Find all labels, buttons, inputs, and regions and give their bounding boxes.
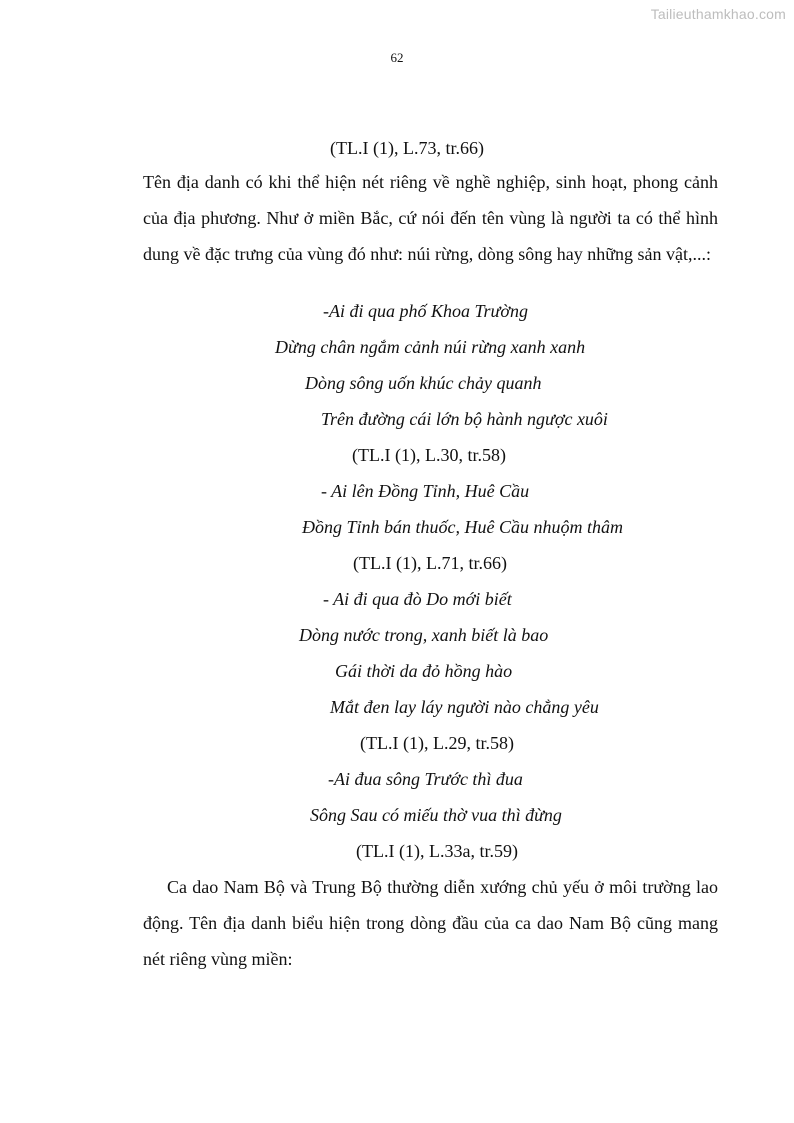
poem-line: - Ai đi qua đò Do mới biết — [323, 589, 512, 609]
page-number: 62 — [390, 50, 404, 65]
poem-line: Đồng Tỉnh bán thuốc, Huê Cầu nhuộm thâm — [302, 517, 623, 537]
poem-line: Dừng chân ngắm cảnh núi rừng xanh xanh — [275, 337, 586, 357]
poem-line: Trên đường cái lớn bộ hành ngược xuôi — [321, 409, 608, 429]
poem-line: Dòng sông uốn khúc chảy quanh — [305, 373, 542, 393]
citation: (TL.I (1), L.29, tr.58) — [360, 733, 514, 753]
citation: (TL.I (1), L.73, tr.66) — [330, 138, 484, 158]
poem-line: -Ai đua sông Trước thì đua — [328, 769, 523, 789]
poem-line: - Ai lên Đồng Tỉnh, Huê Cầu — [321, 481, 530, 501]
poem-line: Mắt đen lay láy người nào chẳng yêu — [330, 697, 599, 717]
poem-line: Dòng nước trong, xanh biết là bao — [299, 625, 549, 645]
poem-line: -Ai đi qua phố Khoa Trường — [323, 301, 528, 321]
citation: (TL.I (1), L.30, tr.58) — [352, 445, 506, 465]
poem-line: Gái thời da đỏ hồng hào — [335, 661, 513, 681]
paragraph: Ca dao Nam Bộ và Trung Bộ thường diễn xướng chủ yếu ở môi trường lao động. Tên địa danh biểu hiện trong dòng đầu của ca dao Nam Bộ cũng mang nét riêng vùng miền: — [143, 877, 718, 969]
poem-line: Sông Sau có miếu thờ vua thì đừng — [310, 805, 562, 825]
watermark: Tailieuthamkhao.com — [650, 6, 786, 22]
citation: (TL.I (1), L.71, tr.66) — [353, 553, 507, 573]
citation: (TL.I (1), L.33a, tr.59) — [356, 841, 518, 861]
paragraph: Tên địa danh có khi thể hiện nét riêng về nghề nghiệp, sinh hoạt, phong cảnh của địa phương. Như ở miền Bắc, cứ nói đến tên vùng là người ta có thể hình dung về đặc trưng của vùng đó như: núi rừng, dòng sông hay những sản vật,...: — [143, 172, 718, 264]
